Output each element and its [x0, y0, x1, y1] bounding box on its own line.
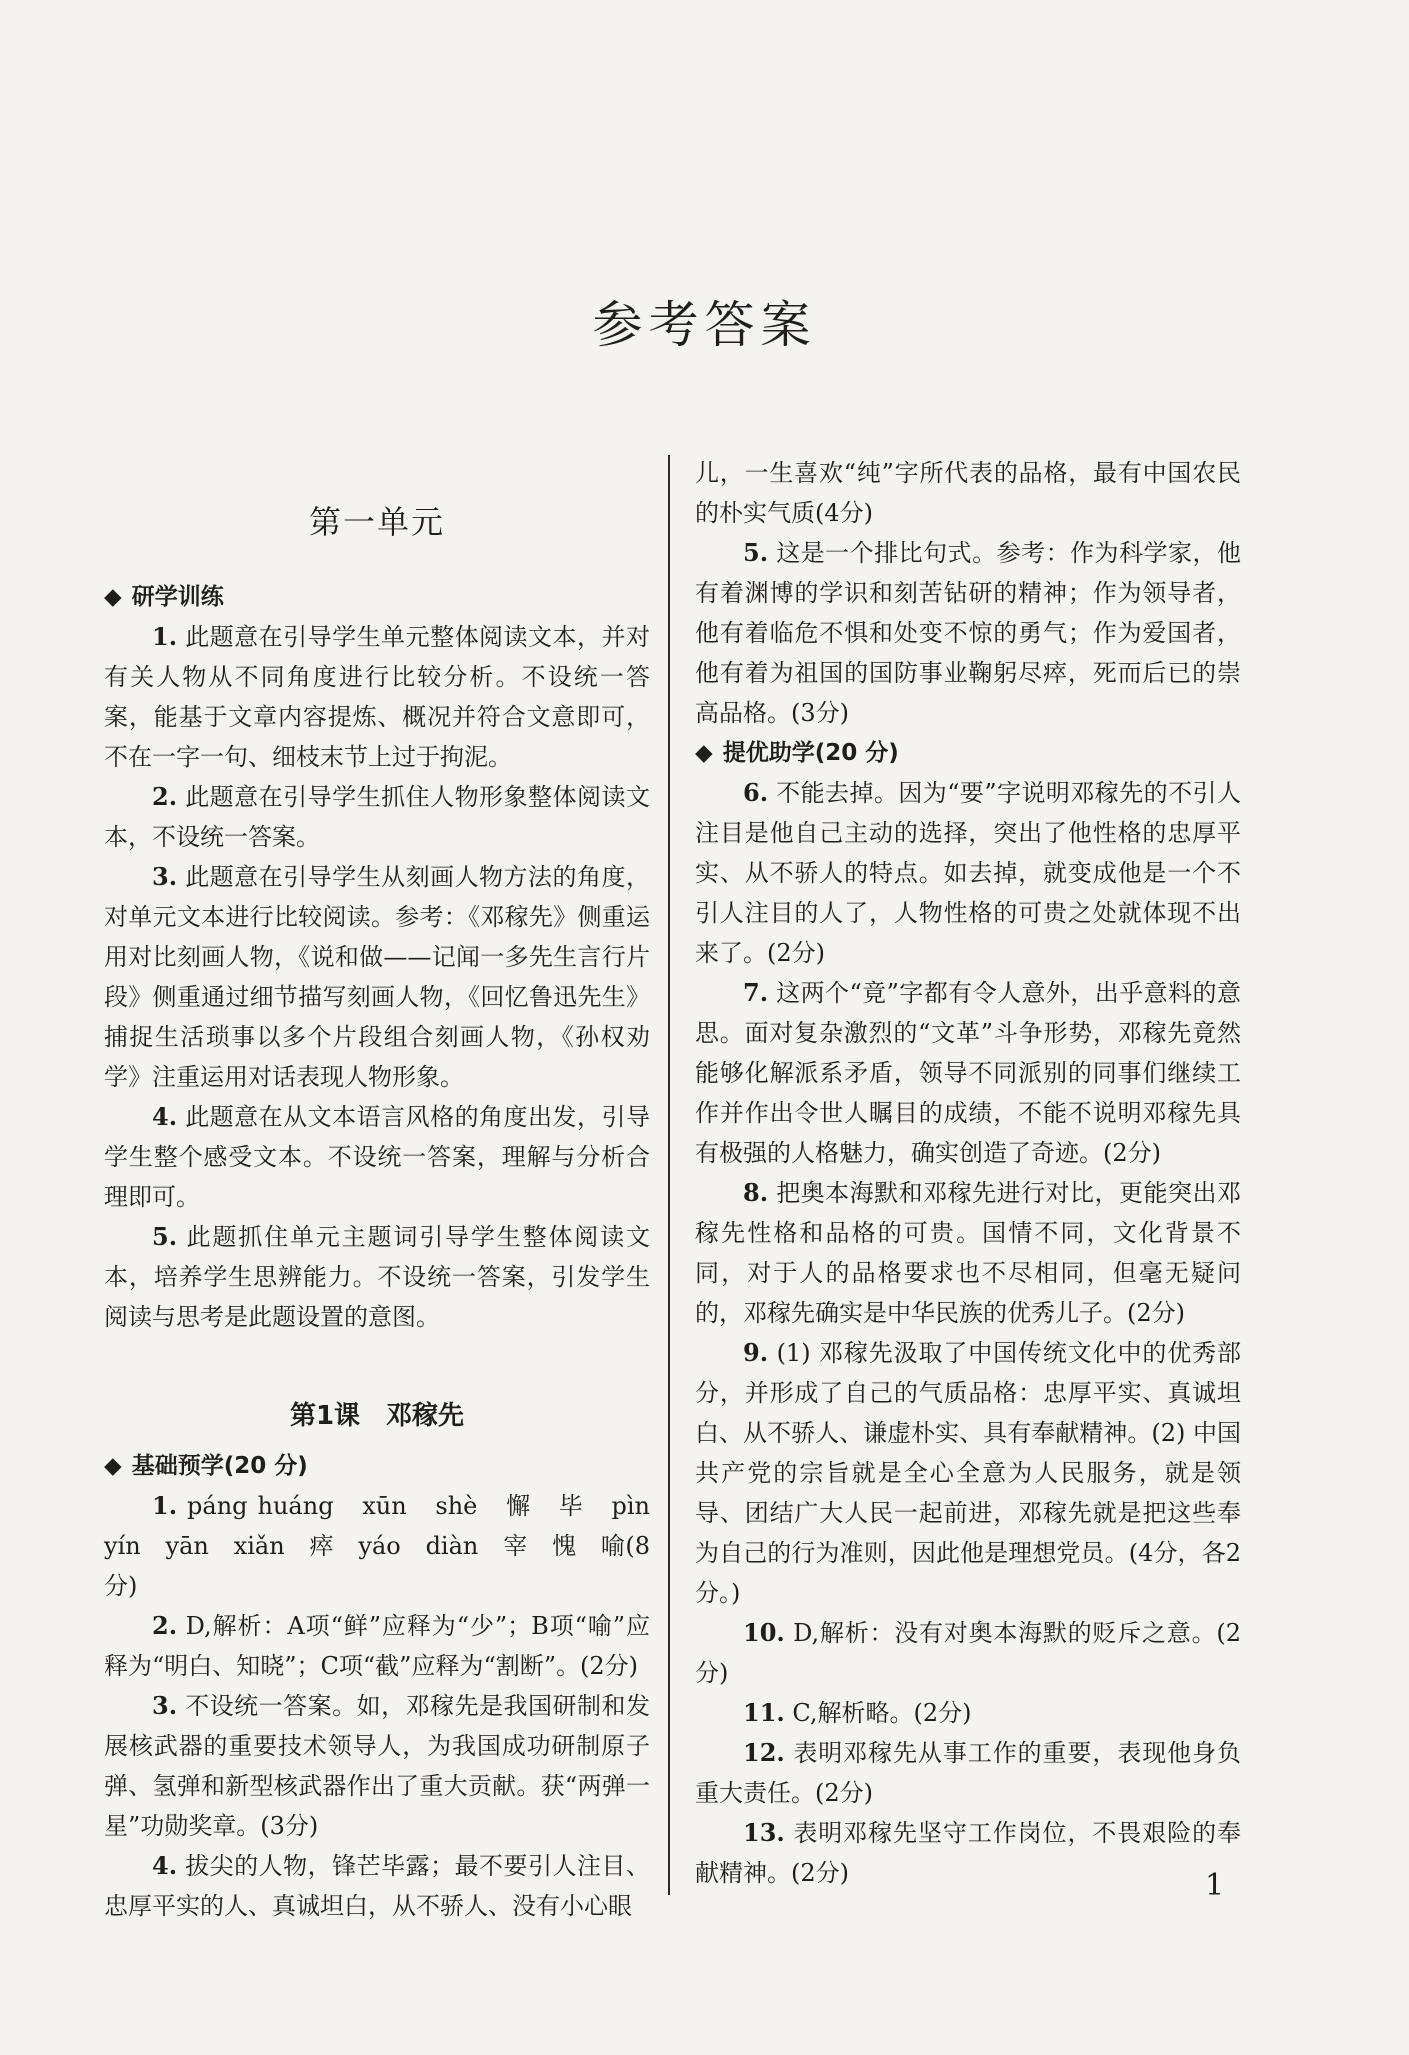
answer-item: 1. 此题意在引导学生单元整体阅读文本，并对有关人物从不同角度进行比较分析。不设统一答案，能基于文章内容提炼、概况并符合文意即可，不在一字一句、细枝末节上过于拘泥。: [104, 622, 650, 771]
answer-item: 12. 表明邓稼先从事工作的重要，表现他身负重大责任。(2分): [695, 1738, 1241, 1807]
diamond-icon: ◆: [104, 1453, 122, 1479]
answer-item: 5. 这是一个排比句式。参考：作为科学家，他有着渊博的学识和刻苦钻研的精神；作为领导者，他有着临危不惧和处变不惊的勇气；作为爱国者，他有着为祖国的国防事业鞠躬尽瘁，死而后已的崇高品格。(3分): [695, 538, 1241, 727]
answer-item: 11. C,解析略。(2分): [743, 1698, 972, 1727]
lesson-title: 第1课 邓稼先: [289, 1401, 465, 1431]
column-divider: [668, 455, 670, 1895]
answer-item: 2. 此题意在引导学生抓住人物形象整体阅读文本，不设统一答案。: [104, 782, 650, 851]
answer-item: 2. D,解析：A项“鲜”应释为“少”；B项“喻”应释为“明白、知晓”；C项“截”应释为“割断”。(2分): [104, 1611, 650, 1680]
answer-item: 6. 不能去掉。因为“要”字说明邓稼先的不引人注目是他自己主动的选择，突出了他性格的忠厚平实、从不骄人的特点。如去掉，就变成他是一个不引人注目的人了，人物性格的可贵之处就体现不出来了。(2分): [695, 778, 1241, 967]
section-heading-yanxue: ◆ 研学训练: [104, 584, 224, 610]
answer-item: 1. páng huáng xūn shè 懈 毕 pìn yín yān xiǎn 瘁 yáo diàn 宰 愧 喻(8分): [104, 1491, 674, 1600]
section-heading-tiyou: ◆ 提优助学(20 分): [695, 740, 899, 766]
answer-item: 13. 表明邓稼先坚守工作岗位，不畏艰险的奉献精神。(2分): [695, 1818, 1241, 1887]
answer-item: 4. 拔尖的人物，锋芒毕露；最不要引人注目、忠厚平实的人、真诚坦白，从不骄人、没有小心眼: [104, 1851, 650, 1920]
page-number: 1: [1205, 1868, 1225, 1903]
answer-item: 3. 此题意在引导学生从刻画人物方法的角度，对单元文本进行比较阅读。参考：《邓稼先》侧重运用对比刻画人物，《说和做——记闻一多先生言行片段》侧重通过细节描写刻画人物，《回忆鲁迅先生》捕捉生活琐事以多个片段组合刻画人物，《孙权劝学》注重运用对话表现人物形象。: [104, 862, 650, 1091]
diamond-icon: ◆: [695, 740, 713, 766]
left-column: [104, 445, 674, 1926]
unit-title: 第一单元: [308, 503, 445, 541]
answer-item: 8. 把奥本海默和邓稼先进行对比，更能突出邓稼先性格和品格的可贵。国情不同，文化背景不同，对于人的品格要求也不尽相同，但毫无疑问的，邓稼先确实是中华民族的优秀儿子。(2分): [695, 1178, 1241, 1327]
continued-text: 儿，一生喜欢“纯”字所代表的品格，最有中国农民的朴实气质(4分): [695, 459, 1241, 527]
answer-item: 5. 此题抓住单元主题词引导学生整体阅读文本，培养学生思辨能力。不设统一答案，引发学生阅读与思考是此题设置的意图。: [104, 1222, 650, 1331]
answer-item: 3. 不设统一答案。如，邓稼先是我国研制和发展核武器的重要技术领导人，为我国成功研制原子弹、氢弹和新型核武器作出了重大贡献。获“两弹一星”功勋奖章。(3分): [104, 1691, 650, 1840]
page-title: 参考答案: [592, 296, 817, 354]
diamond-icon: ◆: [104, 584, 122, 610]
right-column: [695, 453, 1241, 1893]
answer-item: 10. D,解析：没有对奥本海默的贬斥之意。(2分): [695, 1618, 1241, 1687]
answer-item: 4. 此题意在从文本语言风格的角度出发，引导学生整个感受文本。不设统一答案，理解与分析合理即可。: [104, 1102, 650, 1211]
answer-item: 7. 这两个“竟”字都有令人意外，出乎意料的意思。面对复杂激烈的“文革”斗争形势，邓稼先竟然能够化解派系矛盾，领导不同派别的同事们继续工作并作出令世人瞩目的成绩，不能不说明邓稼先具有极强的人格魅力，确实创造了奇迹。(2分): [695, 978, 1241, 1167]
section-heading-jichu: ◆ 基础预学(20 分): [104, 1453, 308, 1479]
answer-item: 9. (1) 邓稼先汲取了中国传统文化中的优秀部分，并形成了自己的气质品格：忠厚平实、真诚坦白、从不骄人、谦虚朴实、具有奉献精神。(2) 中国共产党的宗旨就是全心全意为人民服务，就是领导、团结广大人民一起前进，邓稼先就是把这些奉为自己的行为准则，因此他是理想党员。(4分，各2分。): [695, 1338, 1241, 1607]
